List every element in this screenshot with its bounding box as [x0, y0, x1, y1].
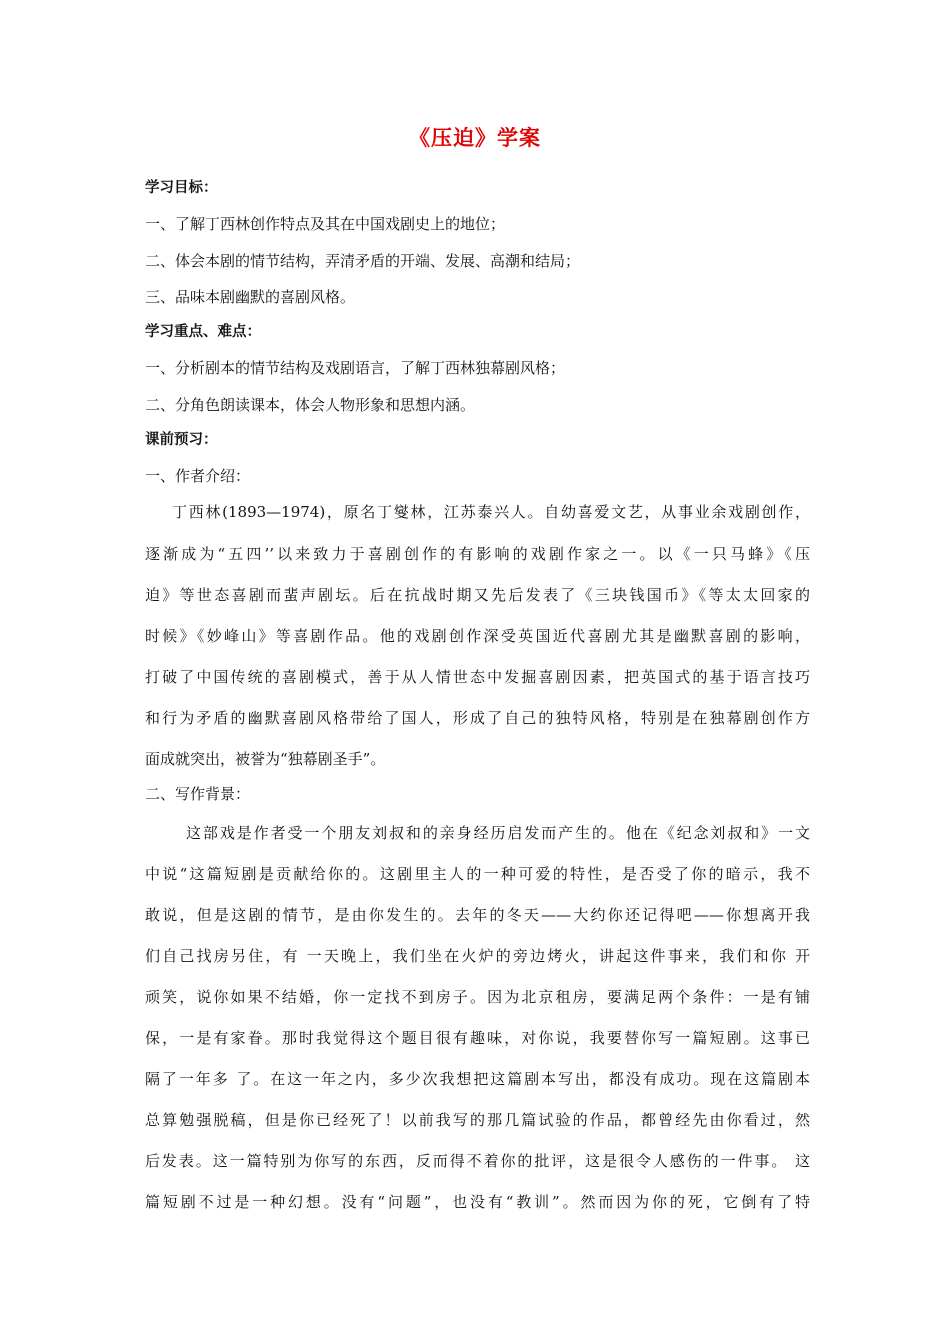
preview-heading: 课前预习：	[145, 432, 218, 448]
background-paragraph-line: 总算勉强脱稿，但是你已经死了！以前我写的那几篇试验的作品，都曾经先由你看过，然	[145, 1111, 810, 1129]
author-paragraph-line: 打破了中国传统的喜剧模式，善于从人情世态中发掘喜剧因素，把英国式的基于语言技巧	[145, 668, 810, 686]
goal-item-2: 二、体会本剧的情节结构，弄清矛盾的开端、发展、高潮和结局；	[145, 252, 581, 270]
background-paragraph-line: 顽笑，说你如果不结婚，你一定找不到房子。因为北京租房，要满足两个条件：一是有铺	[145, 988, 810, 1006]
background-paragraph-line: 这部戏是作者受一个朋友刘叔和的亲身经历启发而产生的。他在《纪念刘叔和》一文	[186, 824, 810, 842]
background-paragraph-line: 中说“这篇短剧是贡献给你的。这剧里主人的一种可爱的特性，是否受了你的暗示，我不	[145, 865, 810, 883]
goal-item-3: 三、品味本剧幽默的喜剧风格。	[145, 288, 356, 306]
author-paragraph-line: 面成就突出，被誉为“独幕剧圣手”。	[145, 750, 386, 768]
background-subheading: 二、写作背景：	[145, 785, 251, 803]
author-paragraph-line: 逐渐成为“五四’’以来致力于喜剧创作的有影响的戏剧作家之一。以《一只马蜂》《压	[145, 545, 810, 563]
background-paragraph-line: 们自己找房另住，有 一天晚上，我们坐在火炉的旁边烤火，讲起这件事来，我们和你 开	[145, 947, 810, 965]
background-paragraph-line: 隔了一年多 了。在这一年之内，多少次我想把这篇剧本写出，都没有成功。现在这篇剧本	[145, 1070, 810, 1088]
author-paragraph-line: 和行为矛盾的幽默喜剧风格带给了国人，形成了自己的独特风格，特别是在独幕剧创作方	[145, 709, 810, 727]
background-paragraph-line: 后发表。这一篇特别为你写的东西，反而得不着你的批评，这是很令人感伤的一件事。 这	[145, 1152, 810, 1170]
document-title: 《压迫》学案	[409, 126, 541, 150]
key-point-item-1: 一、分析剧本的情节结构及戏剧语言，了解丁西林独幕剧风格；	[145, 359, 566, 377]
background-paragraph-line: 保，一是有家眷。那时我觉得这个题目很有趣味，对你说，我要替你写一篇短剧。这事已	[145, 1029, 810, 1047]
author-subheading: 一、作者介绍：	[145, 467, 251, 485]
goal-item-1: 一、了解丁西林创作特点及其在中国戏剧史上的地位；	[145, 215, 506, 233]
author-paragraph-line: 迫》等世态喜剧而蜚声剧坛。后在抗战时期又先后发表了《三块钱国币》《等太太回家的	[145, 586, 810, 604]
author-paragraph-line: 时候》《妙峰山》等喜剧作品。他的戏剧创作深受英国近代喜剧尤其是幽默喜剧的影响，	[145, 627, 810, 645]
background-paragraph-line: 敢说，但是这剧的情节，是由你发生的。去年的冬天——大约你还记得吧——你想离开我	[145, 906, 810, 924]
key-points-heading: 学习重点、难点：	[145, 324, 261, 340]
goals-heading: 学习目标：	[145, 180, 218, 196]
key-point-item-2: 二、分角色朗读课本，体会人物形象和思想内涵。	[145, 396, 476, 414]
author-paragraph-line: 丁西林(1893—1974)，原名丁燮林，江苏泰兴人。自幼喜爱文艺，从事业余戏剧创作，	[172, 503, 810, 521]
background-paragraph-line: 篇短剧不过是一种幻想。没有“问题”，也没有“教训”。然而因为你的死，它倒有了特	[145, 1193, 810, 1211]
